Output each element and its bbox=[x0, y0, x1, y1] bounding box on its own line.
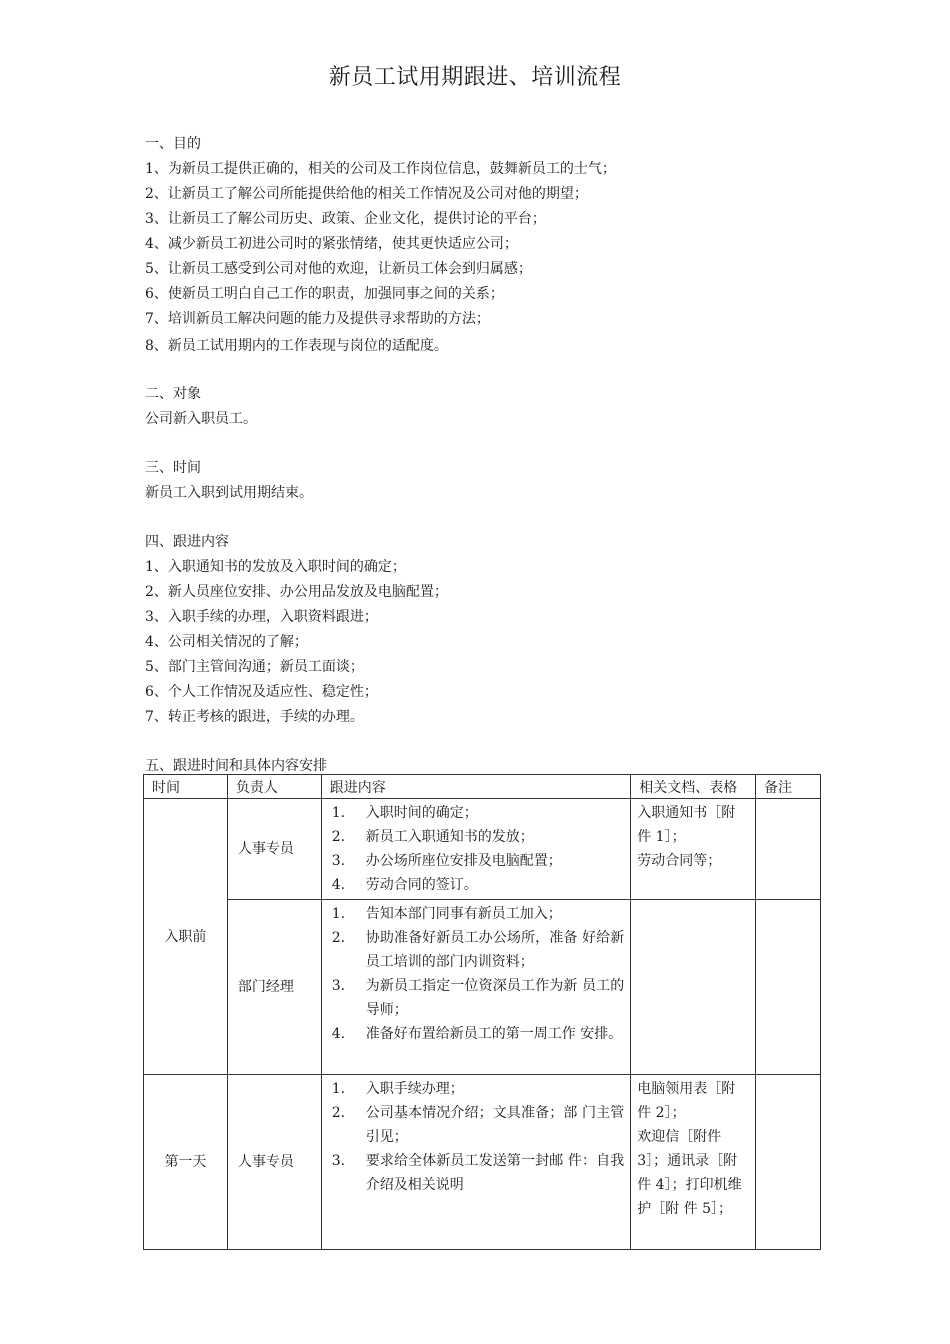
section-heading: 一、目的 bbox=[145, 136, 201, 152]
list-item: 2. 协助准备好新员工办公场所，准备 好给新员工培训的部门内训资料； bbox=[331, 930, 625, 970]
schedule-table bbox=[143, 774, 821, 1250]
table-row bbox=[144, 1075, 821, 1250]
list-item: 7、转正考核的跟进，手续的办理。 bbox=[145, 709, 364, 725]
list-item: 1. 入职时间的确定； bbox=[331, 805, 478, 821]
list-item: 2、让新员工了解公司所能提供给他的相关工作情况及公司对他的期望； bbox=[145, 186, 588, 202]
list-item: 1、入职通知书的发放及入职时间的确定； bbox=[145, 559, 406, 575]
section-purpose bbox=[145, 132, 825, 359]
column-header-time: 时间 bbox=[144, 775, 228, 799]
column-header-owner: 负责人 bbox=[227, 775, 321, 799]
table-row bbox=[144, 799, 821, 900]
note-cell bbox=[756, 900, 821, 1075]
owner-cell: 人事专员 bbox=[227, 799, 321, 900]
list-item: 4. 准备好布置给新员工的第一周工作 安排。 bbox=[331, 1026, 623, 1042]
list-item: 4. 劳动合同的签订。 bbox=[331, 877, 478, 893]
content-cell bbox=[321, 799, 630, 900]
list-item: 7、培训新员工解决问题的能力及提供寻求帮助的方法； bbox=[145, 311, 490, 327]
column-header-content: 跟进内容 bbox=[321, 775, 630, 799]
list-item: 3. 要求给全体新员工发送第一封邮 件：自我介绍及相关说明 bbox=[331, 1153, 625, 1193]
section-text: 新员工入职到试用期结束。 bbox=[145, 485, 313, 501]
list-item: 6、个人工作情况及适应性、稳定性； bbox=[145, 684, 378, 700]
list-item: 4、减少新员工初进公司时的紧张情绪，使其更快适应公司； bbox=[145, 236, 518, 252]
table-header-row bbox=[144, 775, 821, 799]
table-row bbox=[144, 900, 821, 1075]
content-cell bbox=[321, 900, 630, 1075]
docs-cell: 入职通知书［附件 1］； 劳动合同等； bbox=[631, 799, 756, 900]
section-heading: 五、跟进时间和具体内容安排 bbox=[145, 758, 327, 774]
owner-cell: 部门经理 bbox=[227, 900, 321, 1075]
list-item: 6、使新员工明白自己工作的职责，加强同事之间的关系； bbox=[145, 286, 504, 302]
list-item: 3. 为新员工指定一位资深员工作为新 员工的导师； bbox=[331, 978, 625, 1018]
content-cell bbox=[321, 1075, 630, 1250]
list-item: 1. 入职手续办理； bbox=[331, 1081, 464, 1097]
list-item: 5、部门主管间沟通；新员工面谈； bbox=[145, 659, 364, 675]
column-header-note: 备注 bbox=[756, 775, 821, 799]
section-heading: 四、跟进内容 bbox=[145, 534, 229, 550]
list-item: 2. 公司基本情况介绍；文具准备；部 门主管引见； bbox=[331, 1105, 625, 1145]
document-title: 新员工试用期跟进、培训流程 bbox=[328, 65, 622, 90]
list-item: 5、让新员工感受到公司对他的欢迎，让新员工体会到归属感； bbox=[145, 261, 532, 277]
note-cell bbox=[756, 799, 821, 900]
list-item: 1、为新员工提供正确的，相关的公司及工作岗位信息，鼓舞新员工的士气； bbox=[145, 161, 616, 177]
list-item: 4、公司相关情况的了解； bbox=[145, 634, 308, 650]
section-time bbox=[145, 456, 825, 506]
docs-cell: 电脑领用表［附件 2］； 欢迎信［附件 3］；通讯录［附件 4］；打印机维护［附 件 5］； bbox=[631, 1075, 756, 1250]
list-item: 3、入职手续的办理，入职资料跟进； bbox=[145, 609, 378, 625]
list-item: 2、新人员座位安排、办公用品发放及电脑配置； bbox=[145, 584, 448, 600]
section-followup bbox=[145, 530, 825, 730]
section-target bbox=[145, 382, 825, 432]
section-text: 公司新入职员工。 bbox=[145, 411, 257, 427]
list-item: 3. 办公场所座位安排及电脑配置； bbox=[331, 853, 562, 869]
list-item: 2. 新员工入职通知书的发放； bbox=[331, 829, 534, 845]
time-cell: 入职前 bbox=[144, 799, 228, 1075]
section-heading: 二、对象 bbox=[145, 386, 201, 402]
section-heading: 三、时间 bbox=[145, 460, 201, 476]
docs-cell bbox=[631, 900, 756, 1075]
column-header-docs: 相关文档、表格 bbox=[631, 775, 756, 799]
owner-cell: 人事专员 bbox=[227, 1075, 321, 1250]
time-cell: 第一天 bbox=[144, 1075, 228, 1250]
list-item: 8、新员工试用期内的工作表现与岗位的适配度。 bbox=[145, 338, 448, 354]
list-item: 1. 告知本部门同事有新员工加入； bbox=[331, 906, 562, 922]
list-item: 3、让新员工了解公司历史、政策、企业文化，提供讨论的平台； bbox=[145, 211, 546, 227]
note-cell bbox=[756, 1075, 821, 1250]
